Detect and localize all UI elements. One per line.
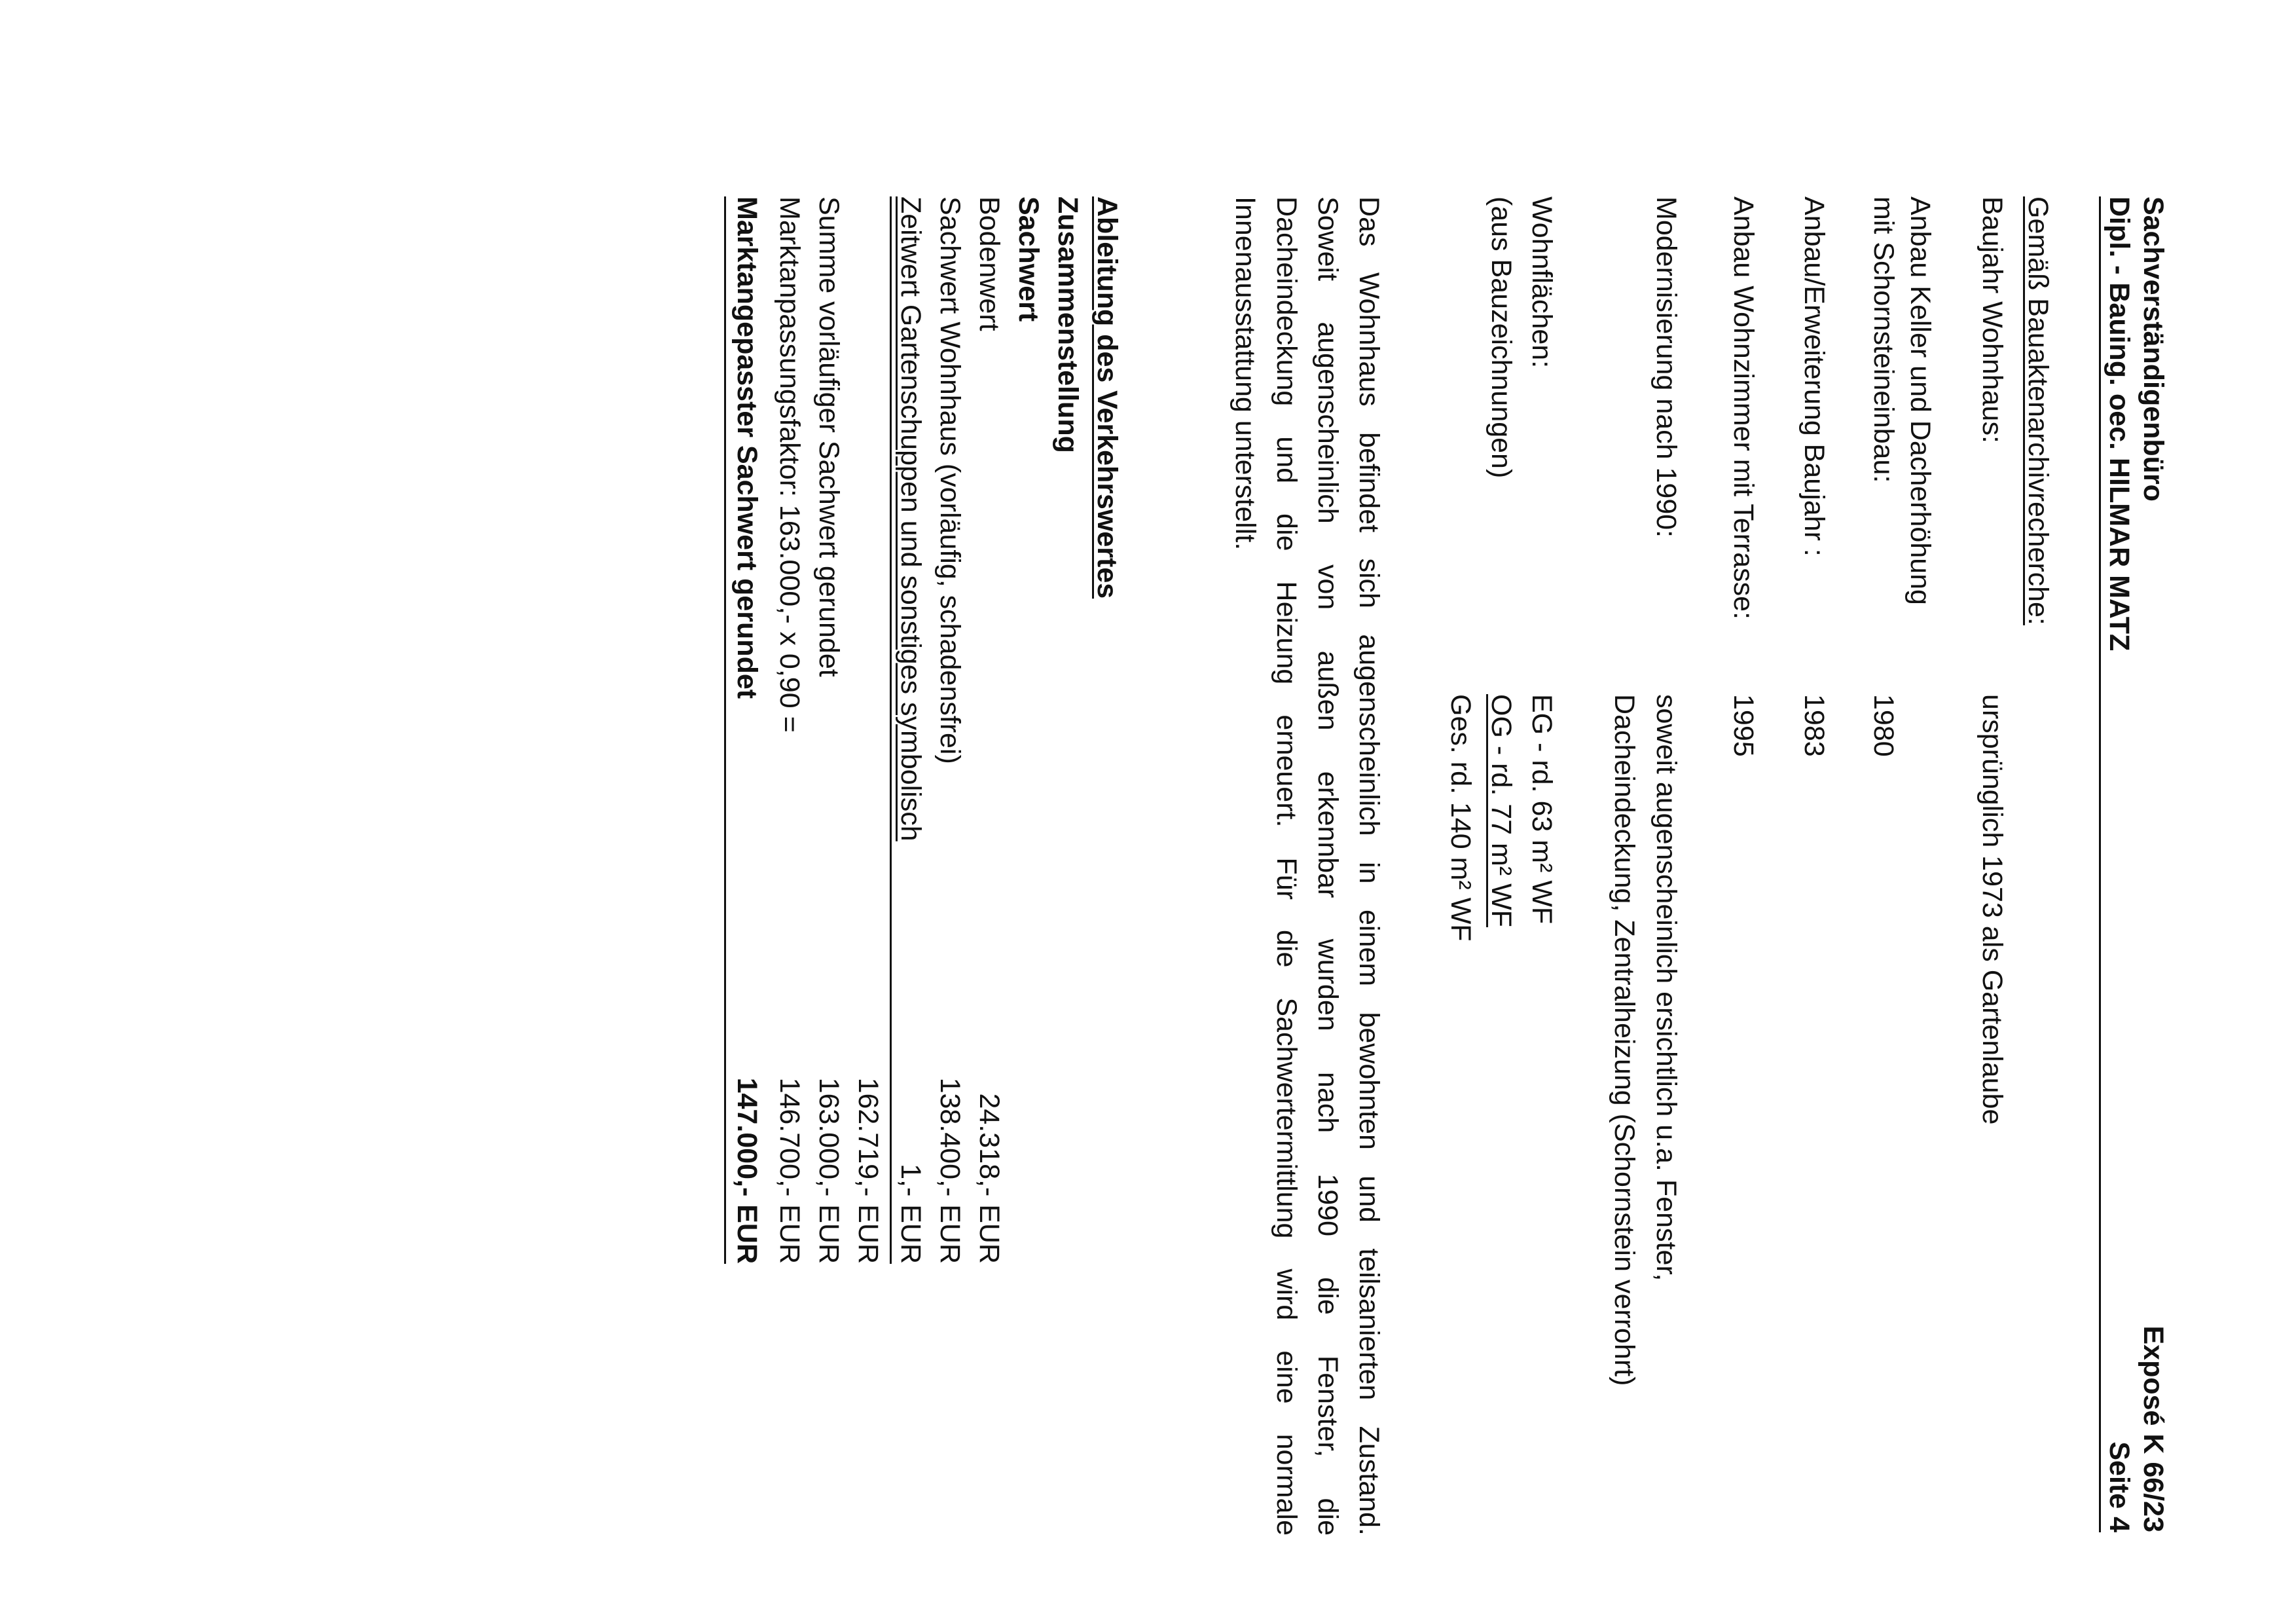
header-rule	[2099, 196, 2101, 1532]
valuation-subtotal: 162.719,- EUR	[852, 1077, 884, 1264]
valuation-value: 138.400,- EUR	[934, 1077, 966, 1264]
living-area-total: Ges. rd. 140 m² WF	[1445, 694, 1476, 942]
final-value: 147.000,- EUR	[731, 1077, 763, 1264]
condition-paragraph	[1224, 196, 1389, 1536]
archive-label: Anbau Keller und Dacherhöhung	[1904, 196, 1936, 605]
final-rule	[724, 196, 726, 1264]
valuation-value: 163.000,- EUR	[813, 1077, 845, 1264]
archive-label: mit Schornsteineinbau:	[1868, 196, 1899, 483]
living-area-eg: EG - rd. 63 m² WF	[1526, 694, 1558, 925]
archive-label: Anbau Wohnzimmer mit Terrasse:	[1728, 196, 1759, 620]
section-heading: Sachwert	[1013, 196, 1044, 322]
valuation-value: 146.700,- EUR	[774, 1077, 805, 1264]
living-area-source: (aus Bauzeichnungen)	[1485, 196, 1517, 479]
valuation-value: 1,- EUR	[895, 1164, 926, 1264]
valuation-label: Marktanpassungsfaktor: 163.000,- x 0,90 =	[774, 196, 805, 733]
office-name: Sachverständigenbüro	[2138, 196, 2169, 502]
archive-value: ursprünglich 1973 als Gartenlaube	[1977, 694, 2008, 1125]
archive-value: soweit augenscheinlich ersichtlich u.a. Fenster,	[1650, 694, 1682, 1282]
archive-value: 1995	[1728, 694, 1759, 757]
page-number: Seite 4	[2104, 1441, 2135, 1532]
archive-value: 1983	[1798, 694, 1830, 757]
valuation-heading: Ableitung des Verkehrswertes	[1091, 196, 1123, 599]
living-area-label: Wohnflächen:	[1526, 196, 1558, 369]
expose-number: Exposé K 66/23	[2138, 1325, 2169, 1532]
author-name: Dipl. - Bauing. oec. HILMAR MATZ	[2104, 196, 2135, 652]
paragraph-line: Soweit augenscheinlich von außen erkennbar wurden nach 1990 die Fenster, die	[1312, 196, 1343, 1536]
archive-value: Dacheindeckung, Zentralheizung (Schornstein verrohrt)	[1609, 694, 1640, 1386]
summary-heading: Zusammenstellung	[1052, 196, 1084, 453]
archive-label: Anbau/Erweiterung Baujahr :	[1798, 196, 1830, 557]
subtotal-rule	[890, 196, 892, 1264]
valuation-label: Summe vorläufiger Sachwert gerundet	[813, 196, 845, 677]
final-label: Marktangepasster Sachwert gerundet	[731, 196, 763, 699]
archive-label: Baujahr Wohnhaus:	[1977, 196, 2008, 443]
valuation-label: Zeitwert Gartenschuppen und sonstiges symbolisch	[895, 196, 926, 841]
paragraph-line: Dacheindeckung und die Heizung erneuert. Für die Sachwertermittlung wird eine normale	[1271, 196, 1302, 1536]
archive-value: 1980	[1868, 694, 1899, 757]
valuation-label: Bodenwert	[974, 196, 1005, 331]
paragraph-line: Innenausstattung unterstellt.	[1230, 196, 1261, 551]
archive-heading: Gemäß Bauaktenarchivrecherche:	[2022, 196, 2054, 625]
valuation-label: Sachwert Wohnhaus (vorläufig, schadensfrei)	[934, 196, 966, 764]
living-area-og: OG - rd. 77 m² WF	[1485, 694, 1517, 927]
paragraph-line: Das Wohnhaus befindet sich augenscheinlich in einem bewohnten und teilsanierten Zustand.	[1353, 196, 1385, 1536]
valuation-value: 24.318,- EUR	[974, 1093, 1005, 1264]
archive-label: Modernisierung nach 1990:	[1650, 196, 1682, 538]
